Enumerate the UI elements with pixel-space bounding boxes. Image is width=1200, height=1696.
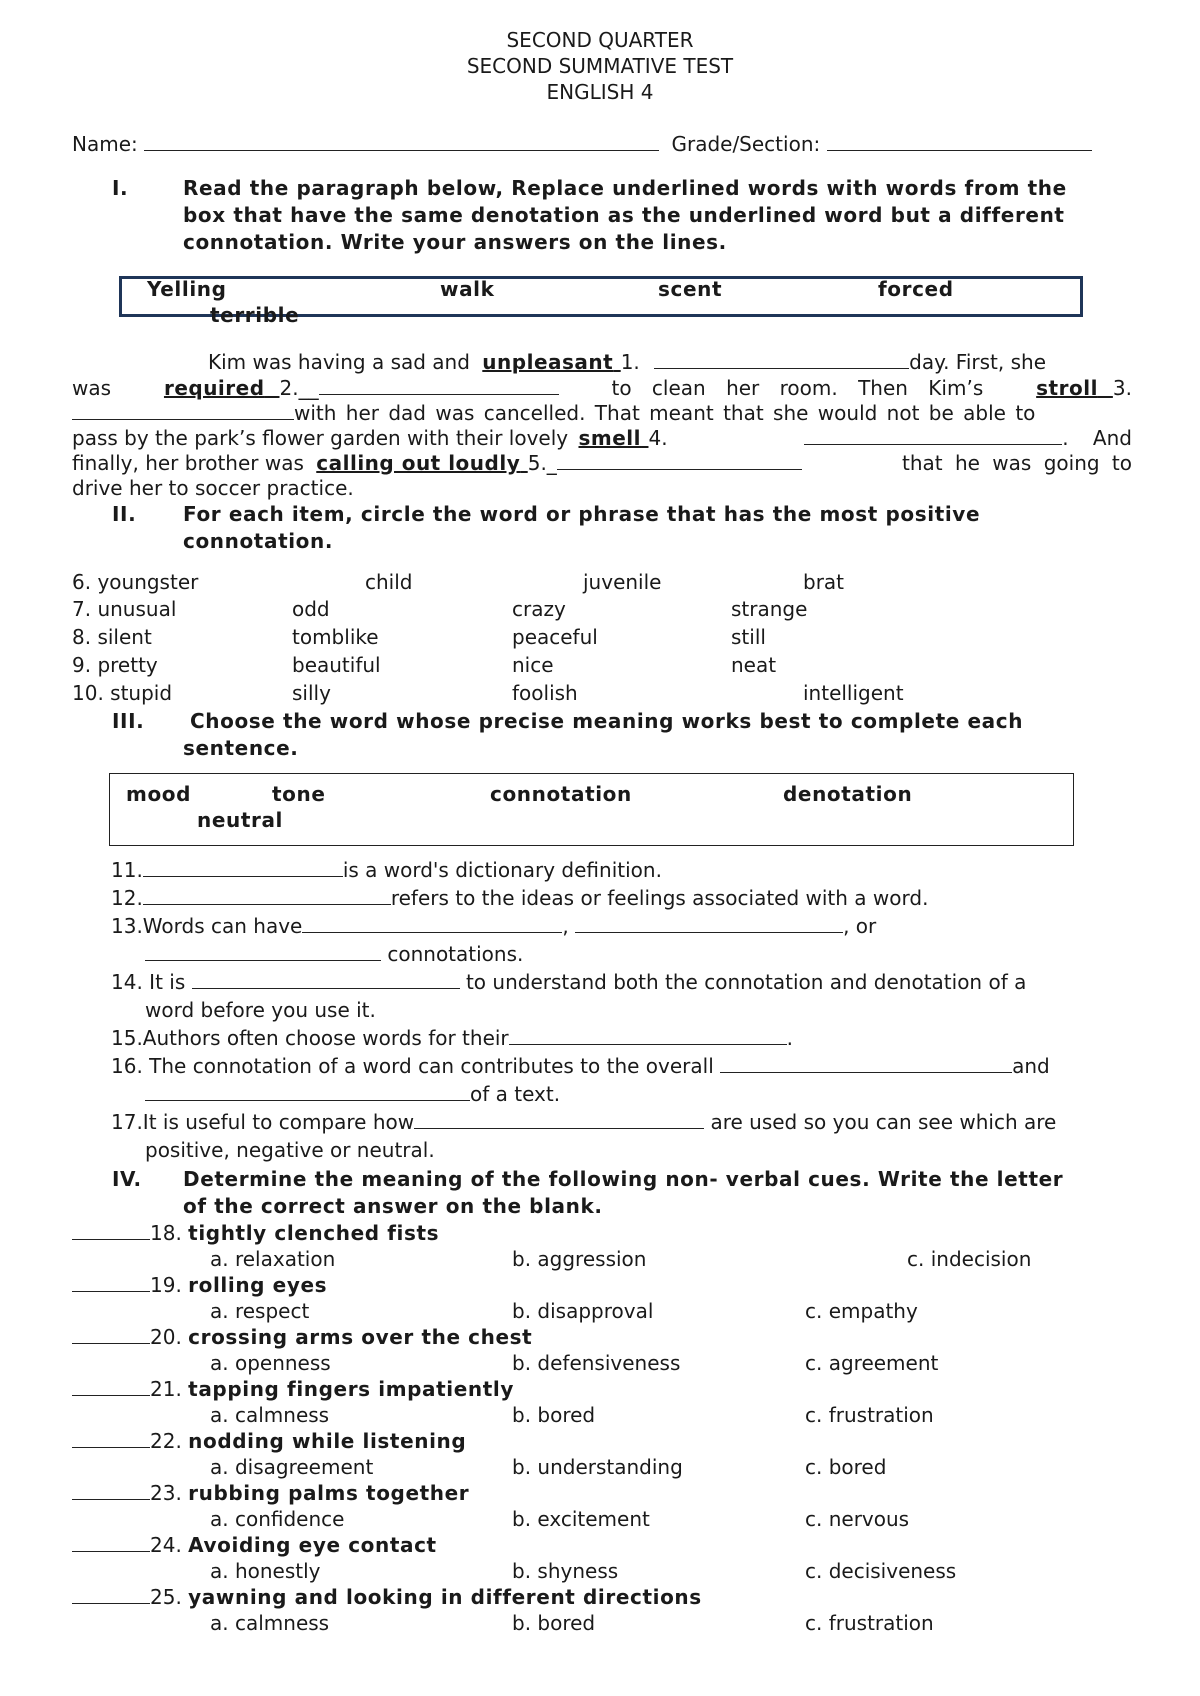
option-c[interactable]: c. nervous [805,1507,910,1531]
answer-blank-12[interactable] [143,886,391,905]
item-7-choice[interactable]: crazy [512,597,566,621]
cue-item [72,1325,532,1349]
question-text: 17.It is useful to compare how [111,1110,415,1134]
option-a[interactable]: a. openness [210,1351,331,1375]
item-number: 1. [620,350,640,374]
answer-blank-14[interactable] [192,970,460,989]
item-7-choice[interactable]: strange [731,597,808,621]
word-box-2-word: tone [272,782,326,806]
question-text: 15.Authors often choose words for their [111,1026,509,1050]
underlined-word: calling out loudly [316,451,521,475]
paragraph-line-5 [72,451,1132,475]
cue-text: rolling eyes [188,1273,328,1297]
paragraph-line-1 [208,350,1046,374]
question-text: refers to the ideas or feelings associated with a word. [390,886,929,910]
word-box-1-word: terrible [210,303,300,327]
cue-text: yawning and looking in different directions [188,1585,702,1609]
item-number: 4. [648,426,668,450]
question-13-cont [145,942,523,966]
part4-number: IV. [112,1167,142,1191]
word-box-1-word: forced [878,277,954,301]
answer-blank-13c[interactable] [145,942,381,961]
item-10-choice[interactable]: intelligent [803,681,904,705]
answer-blank[interactable] [72,1429,150,1448]
option-a[interactable]: a. relaxation [210,1247,336,1271]
item-8-choice[interactable]: peaceful [512,625,598,649]
item-9-prompt: 9. pretty [72,653,158,677]
para-text: to clean her room. Then Kim’s [611,376,984,400]
cue-text: tapping fingers impatiently [188,1377,515,1401]
answer-blank-1[interactable] [654,350,909,369]
item-9-choice[interactable]: beautiful [292,653,381,677]
grade-blank[interactable] [827,132,1092,151]
header-line-1: SECOND QUARTER [506,28,694,52]
question-11 [111,858,662,882]
cue-text: rubbing palms together [188,1481,470,1505]
header-line-3: ENGLISH 4 [546,80,654,104]
option-c[interactable]: c. decisiveness [805,1559,957,1583]
item-9-choice[interactable]: neat [731,653,777,677]
name-label: Name: [72,132,138,156]
option-b[interactable]: b. aggression [512,1247,647,1271]
word-box-2-word: connotation [490,782,632,806]
question-text: is a word's dictionary definition. [342,858,662,882]
item-number: 19. [150,1273,182,1297]
underlined-word: required [163,376,265,400]
paragraph-line-6: drive her to soccer practice. [72,476,354,500]
option-a[interactable]: a. calmness [210,1403,330,1427]
word-box-2-word: denotation [783,782,913,806]
option-c[interactable]: c. indecision [907,1247,1032,1271]
question-text: 14. It is [111,970,186,994]
answer-blank[interactable] [72,1481,150,1500]
item-number: 22. [150,1429,182,1453]
para-text: was [72,376,112,400]
option-b[interactable]: b. excitement [512,1507,650,1531]
item-10-prompt: 10. stupid [72,681,173,705]
question-text: . [786,1026,794,1050]
underlined-word: stroll [1036,376,1098,400]
question-13 [111,914,876,938]
item-number: 24. [150,1533,182,1557]
item-6-choice[interactable]: juvenile [583,570,662,594]
option-b[interactable]: b. disapproval [512,1299,654,1323]
answer-blank-15[interactable] [509,1026,787,1045]
option-a[interactable]: a. confidence [210,1507,345,1531]
answer-blank-2[interactable] [319,376,559,395]
question-number: 11. [111,858,143,882]
paragraph-line-2 [72,376,1132,400]
option-c[interactable]: c. bored [805,1455,887,1479]
item-6-choice[interactable]: child [365,570,413,594]
grade-label: Grade/Section: [671,132,821,156]
answer-blank-16a[interactable] [720,1054,1012,1073]
paragraph-line-3 [72,401,1035,425]
answer-blank[interactable] [72,1585,150,1604]
item-9-choice[interactable]: nice [512,653,554,677]
item-8-prompt: 8. silent [72,625,152,649]
option-b[interactable]: b. defensiveness [512,1351,681,1375]
part3-instruction-2: sentence. [183,736,299,760]
cue-item [72,1429,466,1453]
item-number: 23. [150,1481,182,1505]
item-number: 2.__ [279,376,319,400]
item-8-choice[interactable]: still [731,625,766,649]
option-c[interactable]: c. frustration [805,1611,934,1635]
part1-instruction-3: connotation. Write your answers on the lines. [183,230,727,254]
answer-blank[interactable] [72,1221,150,1240]
option-b[interactable]: b. shyness [512,1559,619,1583]
answer-blank-11[interactable] [143,858,343,877]
paragraph-line-4 [72,426,1132,450]
answer-blank-3[interactable] [72,401,294,420]
header-line-2: SECOND SUMMATIVE TEST [466,54,734,78]
answer-blank[interactable] [72,1273,150,1292]
answer-blank-4[interactable] [804,426,1062,445]
cue-text: Avoiding eye contact [188,1533,437,1557]
para-text: with her dad was cancelled. That meant that she would not be able to [294,401,1036,425]
question-15 [111,1026,793,1050]
part1-instruction-2: box that have the same denotation as the underlined word but a different [183,203,1065,227]
item-number: 25. [150,1585,182,1609]
question-text: , [562,914,569,938]
answer-blank-16b[interactable] [145,1082,470,1101]
question-text: 16. The connotation of a word can contributes to the overall [111,1054,714,1078]
answer-blank[interactable] [72,1325,150,1344]
part4-instruction-2: of the correct answer on the blank. [183,1194,603,1218]
question-16 [111,1054,1050,1078]
para-text: finally, her brother was [72,451,304,475]
item-10-choice[interactable]: foolish [512,681,578,705]
question-text: and [1012,1054,1050,1078]
part2-instruction-1: For each item, circle the word or phrase that has the most positive [183,502,981,526]
name-blank[interactable] [144,132,659,151]
item-6-prompt: 6. youngster [72,570,199,594]
question-16-cont [145,1082,560,1106]
item-number: 21. [150,1377,182,1401]
word-box-2-word: neutral [197,808,284,832]
question-number: 12. [111,886,143,910]
para-text: pass by the park’s flower garden with their lovely [72,426,569,450]
question-text: to understand both the connotation and denotation of a [465,970,1027,994]
part3-number: III. [112,709,145,733]
option-a[interactable]: a. respect [210,1299,310,1323]
option-a[interactable]: a. disagreement [210,1455,374,1479]
part1-number: I. [112,176,129,200]
name-field[interactable] [72,132,1092,156]
cue-item [72,1533,437,1557]
item-7-choice[interactable]: odd [292,597,330,621]
item-number: 5._ [527,451,557,475]
question-14 [111,970,1026,994]
part3-instruction-1: Choose the word whose precise meaning works best to complete each [190,709,1024,733]
item-8-choice[interactable]: tomblike [292,625,379,649]
option-b[interactable]: b. bored [512,1611,596,1635]
underlined-word: smell [578,426,642,450]
cue-item [72,1273,327,1297]
part4-instruction-1: Determine the meaning of the following non- verbal cues. Write the letter [183,1167,1064,1191]
item-10-choice[interactable]: silly [292,681,331,705]
answer-blank-5[interactable] [557,451,802,470]
question-text: connotations. [387,942,524,966]
cue-item [72,1585,702,1609]
option-a[interactable]: a. honestly [210,1559,321,1583]
item-number: 18. [150,1221,182,1245]
answer-blank-13a[interactable] [302,914,562,933]
answer-blank[interactable] [72,1533,150,1552]
cue-text: nodding while listening [188,1429,467,1453]
item-number: 20. [150,1325,182,1349]
option-c[interactable]: c. empathy [805,1299,918,1323]
item-7-prompt: 7. unusual [72,597,177,621]
answer-blank-17[interactable] [414,1110,704,1129]
question-text: of a text. [470,1082,561,1106]
part2-number: II. [112,502,137,526]
cue-text: tightly clenched fists [188,1221,440,1245]
question-text: , or [843,914,877,938]
cue-item [72,1481,469,1505]
word-box-1-word: scent [658,277,723,301]
item-number: 3. [1112,376,1132,400]
option-a[interactable]: a. calmness [210,1611,330,1635]
para-text: day. First, she [909,350,1046,374]
question-text: are used so you can see which are [710,1110,1057,1134]
question-17 [111,1110,1056,1134]
item-6-choice[interactable]: brat [803,570,845,594]
question-text: 13.Words can have [111,914,303,938]
word-box-1-word: walk [440,277,495,301]
word-box-2-word: mood [126,782,192,806]
para-text: that he was going to [902,451,1132,475]
answer-blank-13b[interactable] [575,914,843,933]
option-b[interactable]: b. bored [512,1403,596,1427]
option-b[interactable]: b. understanding [512,1455,683,1479]
question-12 [111,886,928,910]
word-box-1-word: Yelling [147,277,227,301]
para-text: Kim was having a sad and [208,350,470,374]
part1-instruction-1: Read the paragraph below, Replace underlined words with words from the [183,176,1067,200]
answer-blank[interactable] [72,1377,150,1396]
option-c[interactable]: c. agreement [805,1351,939,1375]
question-17-cont: positive, negative or neutral. [145,1138,435,1162]
part2-instruction-2: connotation. [183,529,334,553]
question-14-cont: word before you use it. [145,998,376,1022]
para-text: . And [1062,426,1132,450]
cue-item [72,1377,514,1401]
cue-text: crossing arms over the chest [188,1325,533,1349]
underlined-word: unpleasant [482,350,614,374]
option-c[interactable]: c. frustration [805,1403,934,1427]
cue-item [72,1221,439,1245]
